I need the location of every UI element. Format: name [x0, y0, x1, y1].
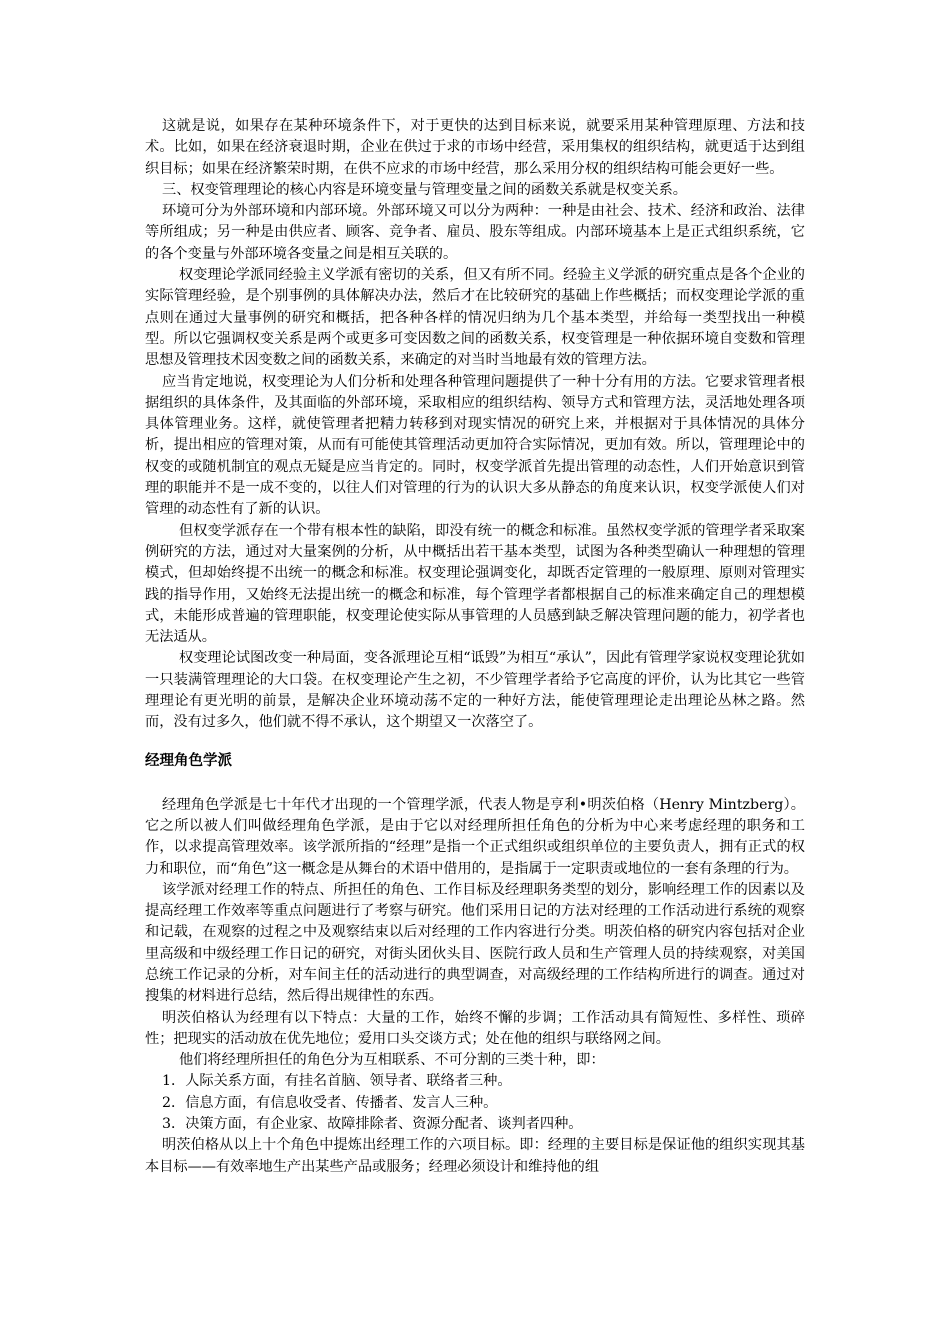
paragraph: 该学派对经理工作的特点、所担任的角色、工作目标及经理职务类型的划分，影响经理工作的因素以及提高经理工作效率等重点问题进行了考察与研究。他们采用日记的方法对经理的工作活动进行系统的观察和记载，在观察的过程之中及观察结束以后对经理的工作内容进行分类。明茨伯格的研究内容包括对企业里高级和中级经理工作日记的研究，对街头团伙头目、医院行政人员和生产管理人员的持续观察，对美国总统工作记录的分析，对车间主任的活动进行的典型调查，对高级经理的工作结构所进行的调查。通过对搜集的材料进行总结，然后得出规律性的东西。 [145, 881, 805, 1005]
paragraph: 权变理论试图改变一种局面，变各派理论互相“诋毁”为相互“承认”，因此有管理学家说权变理论犹如一只装满管理理论的大口袋。在权变理论产生之初，不少管理学者给予它高度的评价，认为比其它一些管理理论有更光明的前景，是解决企业环境动荡不定的一种好方法，能使管理理论走出理论丛林之路。然而，没有过多久，他们就不得不承认，这个期望又一次落空了。 [145, 650, 805, 731]
paragraph: 他们将经理所担任的角色分为互相联系、不可分割的三类十种，即： [179, 1052, 605, 1069]
paragraph: 但权变学派存在一个带有根本性的缺陷，即没有统一的概念和标准。虽然权变学派的管理学者采取案例研究的方法，通过对大量案例的分析，从中概括出若干基本类型，试图为各种类型确认一种理想的管理模式，但却始终提不出统一的概念和标准。权变理论强调变化，却既否定管理的一般原理、原则对管理实践的指导作用，又始终无法提出统一的概念和标准，每个管理学者都根据自己的标准来确定自己的理想模式，未能形成普遍的管理职能，权变理论使实际从事管理的人员感到缺乏解决管理问题的能力，初学者也无法适从。 [145, 522, 805, 646]
paragraph: 环境可分为外部环境和内部环境。外部环境又可以分为两种：一种是由社会、技术、经济和政治、法律等所组成；另一种是由供应者、顾客、竞争者、雇员、股东等组成。内部环境基本上是正式组织系统，它的各个变量与外部环境各变量之间是相互关联的。 [145, 203, 805, 262]
paragraph: 经理角色学派是七十年代才出现的一个管理学派，代表人物是亨利•明茨伯格（Henry Mintzberg）。它之所以被人们叫做经理角色学派，是由于它以对经理所担任角色的分析为中心来考虑经理的职务和工作，以求提高管理效率。该学派所指的“经理”是指一个正式组织或组织单位的主要负责人，拥有正式的权力和职位，而“角色”这一概念是从舞台的术语中借用的，是指属于一定职责或地位的一套有条理的行为。 [145, 796, 805, 877]
paragraph: 明茨伯格从以上十个角色中提炼出经理工作的六项目标。即：经理的主要目标是保证他的组织实现其基本目标——有效率地生产出某些产品或服务；经理必须设计和维持他的组 [145, 1137, 805, 1175]
document-page [145, 116, 805, 1178]
list-item: 2．信息方面，有信息收受者、传播者、发言人三种。 [162, 1094, 498, 1111]
paragraph: 权变理论学派同经验主义学派有密切的关系，但又有所不同。经验主义学派的研究重点是各个企业的实际管理经验，是个别事例的具体解决办法，然后才在比较研究的基础上作些概括；而权变理论学派的重点则在通过大量事例的研究和概括，把各种各样的情况归纳为几个基本类型，并给每一类型找出一种模型。所以它强调权变关系是两个或更多可变因数之间的函数关系，权变管理是一种依据环境自变数和管理思想及管理技术因变数之间的函数关系，来确定的对当时当地最有效的管理方法。 [145, 267, 805, 369]
list-item: 1．人际关系方面，有挂名首脑、领导者、联络者三种。 [162, 1073, 512, 1090]
list-item: 3．决策方面，有企业家、故障排除者、资源分配者、谈判者四种。 [162, 1116, 583, 1133]
section-heading: 经理角色学派 [145, 752, 232, 769]
paragraph: 三、权变管理理论的核心内容是环境变量与管理变量之间的函数关系就是权变关系。 [162, 181, 687, 198]
paragraph: 这就是说，如果存在某种环境条件下，对于更快的达到目标来说，就要采用某种管理原理、方法和技术。比如，如果在经济衰退时期，企业在供过于求的市场中经营，采用集权的组织结构，就更适于达到组织目标；如果在经济繁荣时期，在供不应求的市场中经营，那么采用分权的组织结构可能会更好一些。 [145, 118, 805, 177]
paragraph: 明茨伯格认为经理有以下特点：大量的工作，始终不懈的步调；工作活动具有简短性、多样性、琐碎性；把现实的活动放在优先地位；爱用口头交谈方式；处在他的组织与联络网之间。 [145, 1009, 805, 1047]
paragraph: 应当肯定地说，权变理论为人们分析和处理各种管理问题提供了一种十分有用的方法。它要求管理者根据组织的具体条件，及其面临的外部环境，采取相应的组织结构、领导方式和管理方法，灵活地处理各项具体管理业务。这样，就使管理者把精力转移到对现实情况的研究上来，并根据对于具体情况的具体分析，提出相应的管理对策，从而有可能使其管理活动更加符合实际情况，更加有效。所以，管理理论中的权变的或随机制宜的观点无疑是应当肯定的。同时，权变学派首先提出管理的动态性，人们开始意识到管理的职能并不是一成不变的，以往人们对管理的行为的认识大多从静态的角度来认识，权变学派使人们对管理的动态性有了新的认识。 [145, 373, 805, 518]
